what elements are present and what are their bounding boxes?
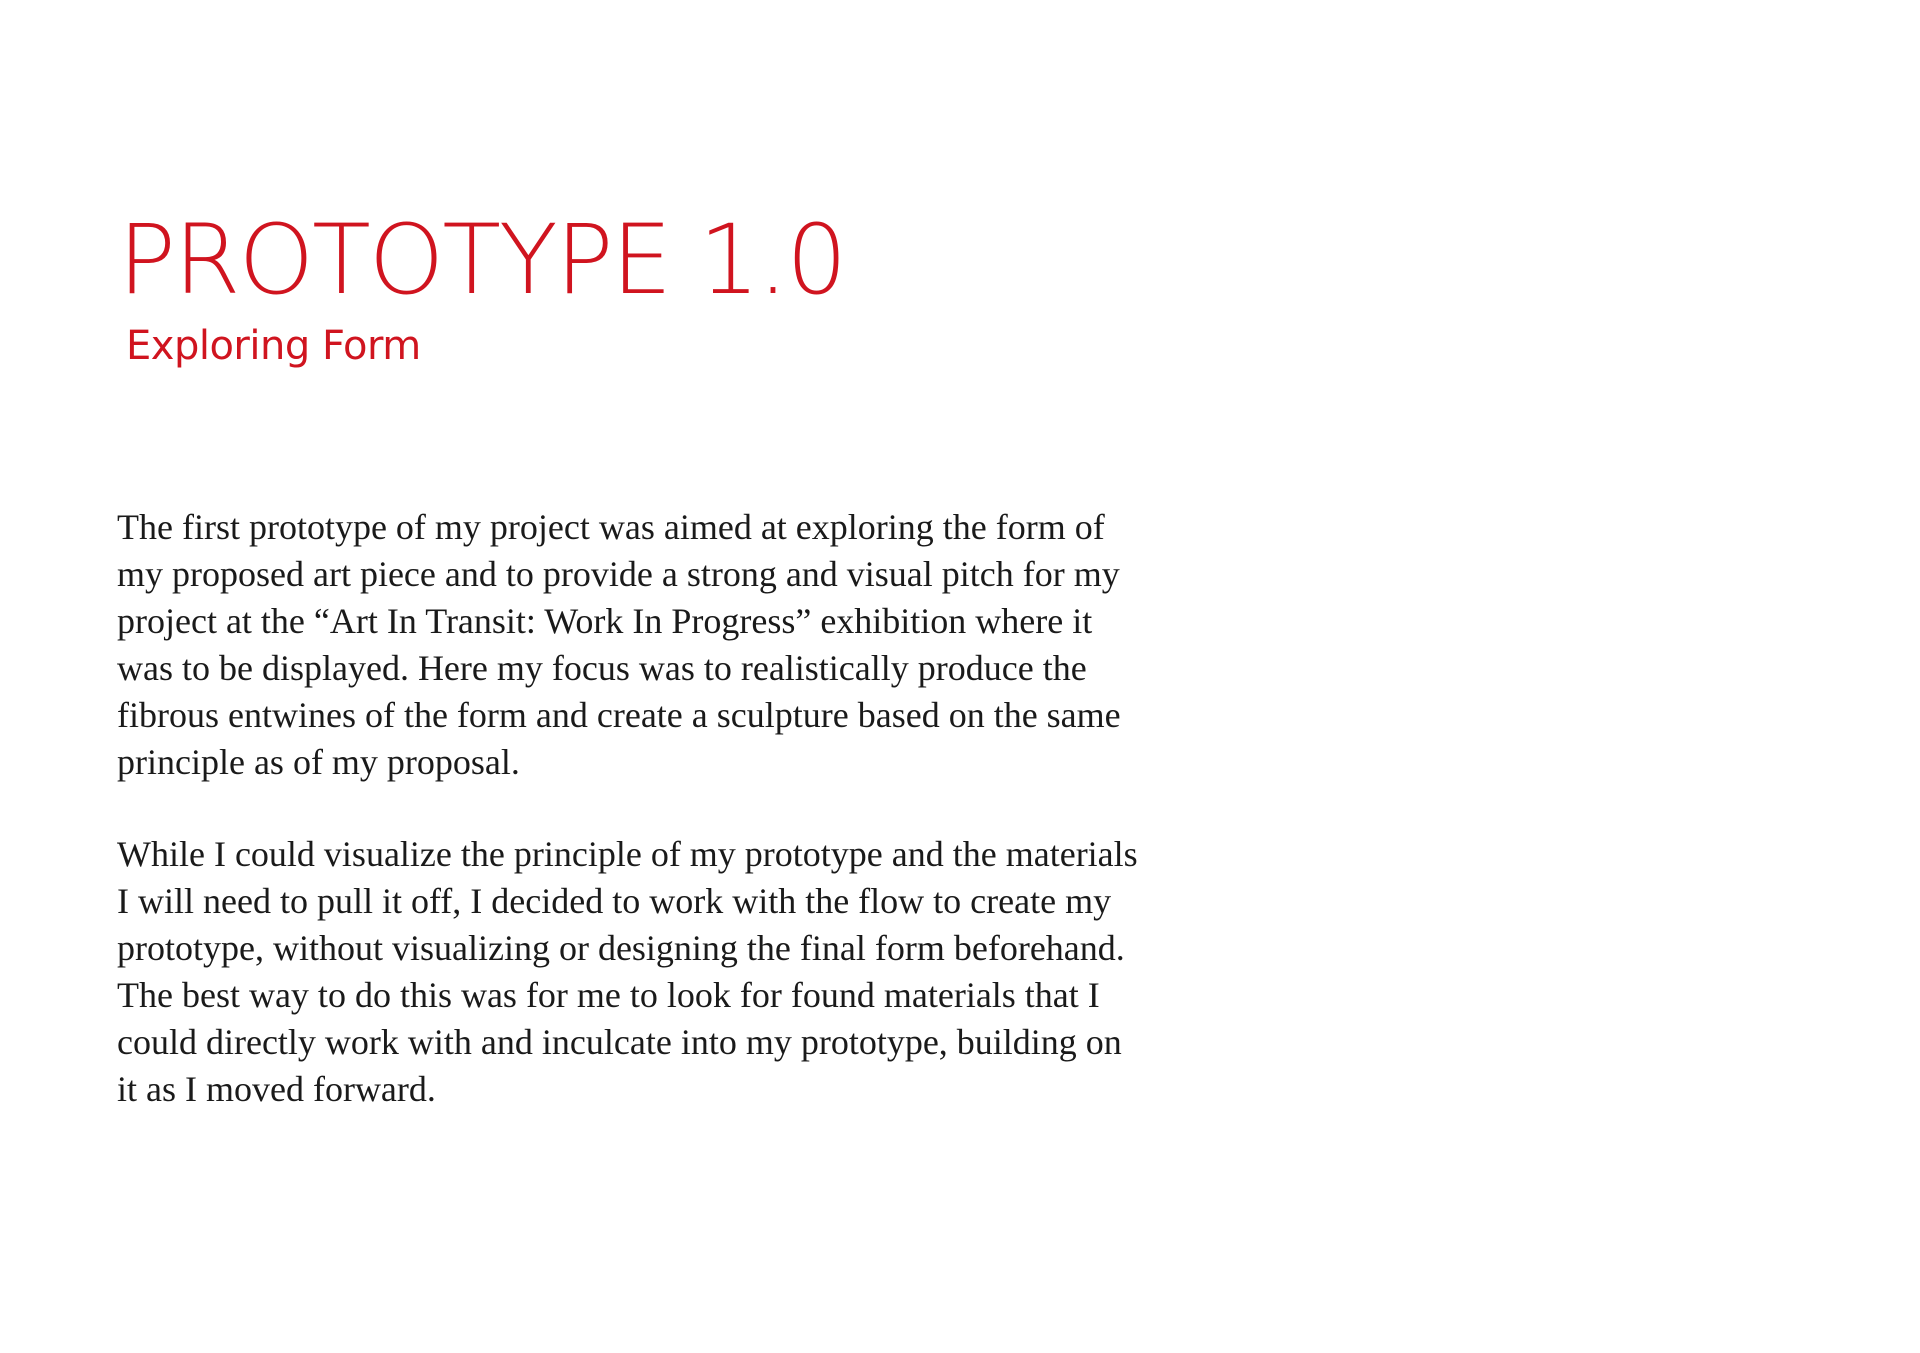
page-title: PROTOTYPE 1.0 [118,204,846,316]
paragraph-line: The best way to do this was for me to look for found materials that I [117,975,1100,1015]
paragraph-line: prototype, without visualizing or designing the final form beforehand. [117,928,1125,968]
paragraph-line: my proposed art piece and to provide a strong and visual pitch for my [117,554,1120,594]
paragraph-line: was to be displayed. Here my focus was to realistically produce the [117,648,1087,688]
paragraph-line: it as I moved forward. [117,1069,436,1109]
paragraph-line: I will need to pull it off, I decided to work with the flow to create my [117,881,1112,921]
paragraph-2 [117,831,1297,1113]
paragraph-line: While I could visualize the principle of my prototype and the materials [117,834,1138,874]
paragraph-line: project at the “Art In Transit: Work In Progress” exhibition where it [117,601,1093,641]
page-subtitle: Exploring Form [126,323,421,369]
paragraph-line: principle as of my proposal. [117,742,520,782]
paragraph-line: fibrous entwines of the form and create a sculpture based on the same [117,695,1121,735]
paragraph-line: could directly work with and inculcate into my prototype, building on [117,1022,1122,1062]
paragraph-line: The first prototype of my project was aimed at exploring the form of [117,507,1105,547]
paragraph-1 [117,504,1297,786]
